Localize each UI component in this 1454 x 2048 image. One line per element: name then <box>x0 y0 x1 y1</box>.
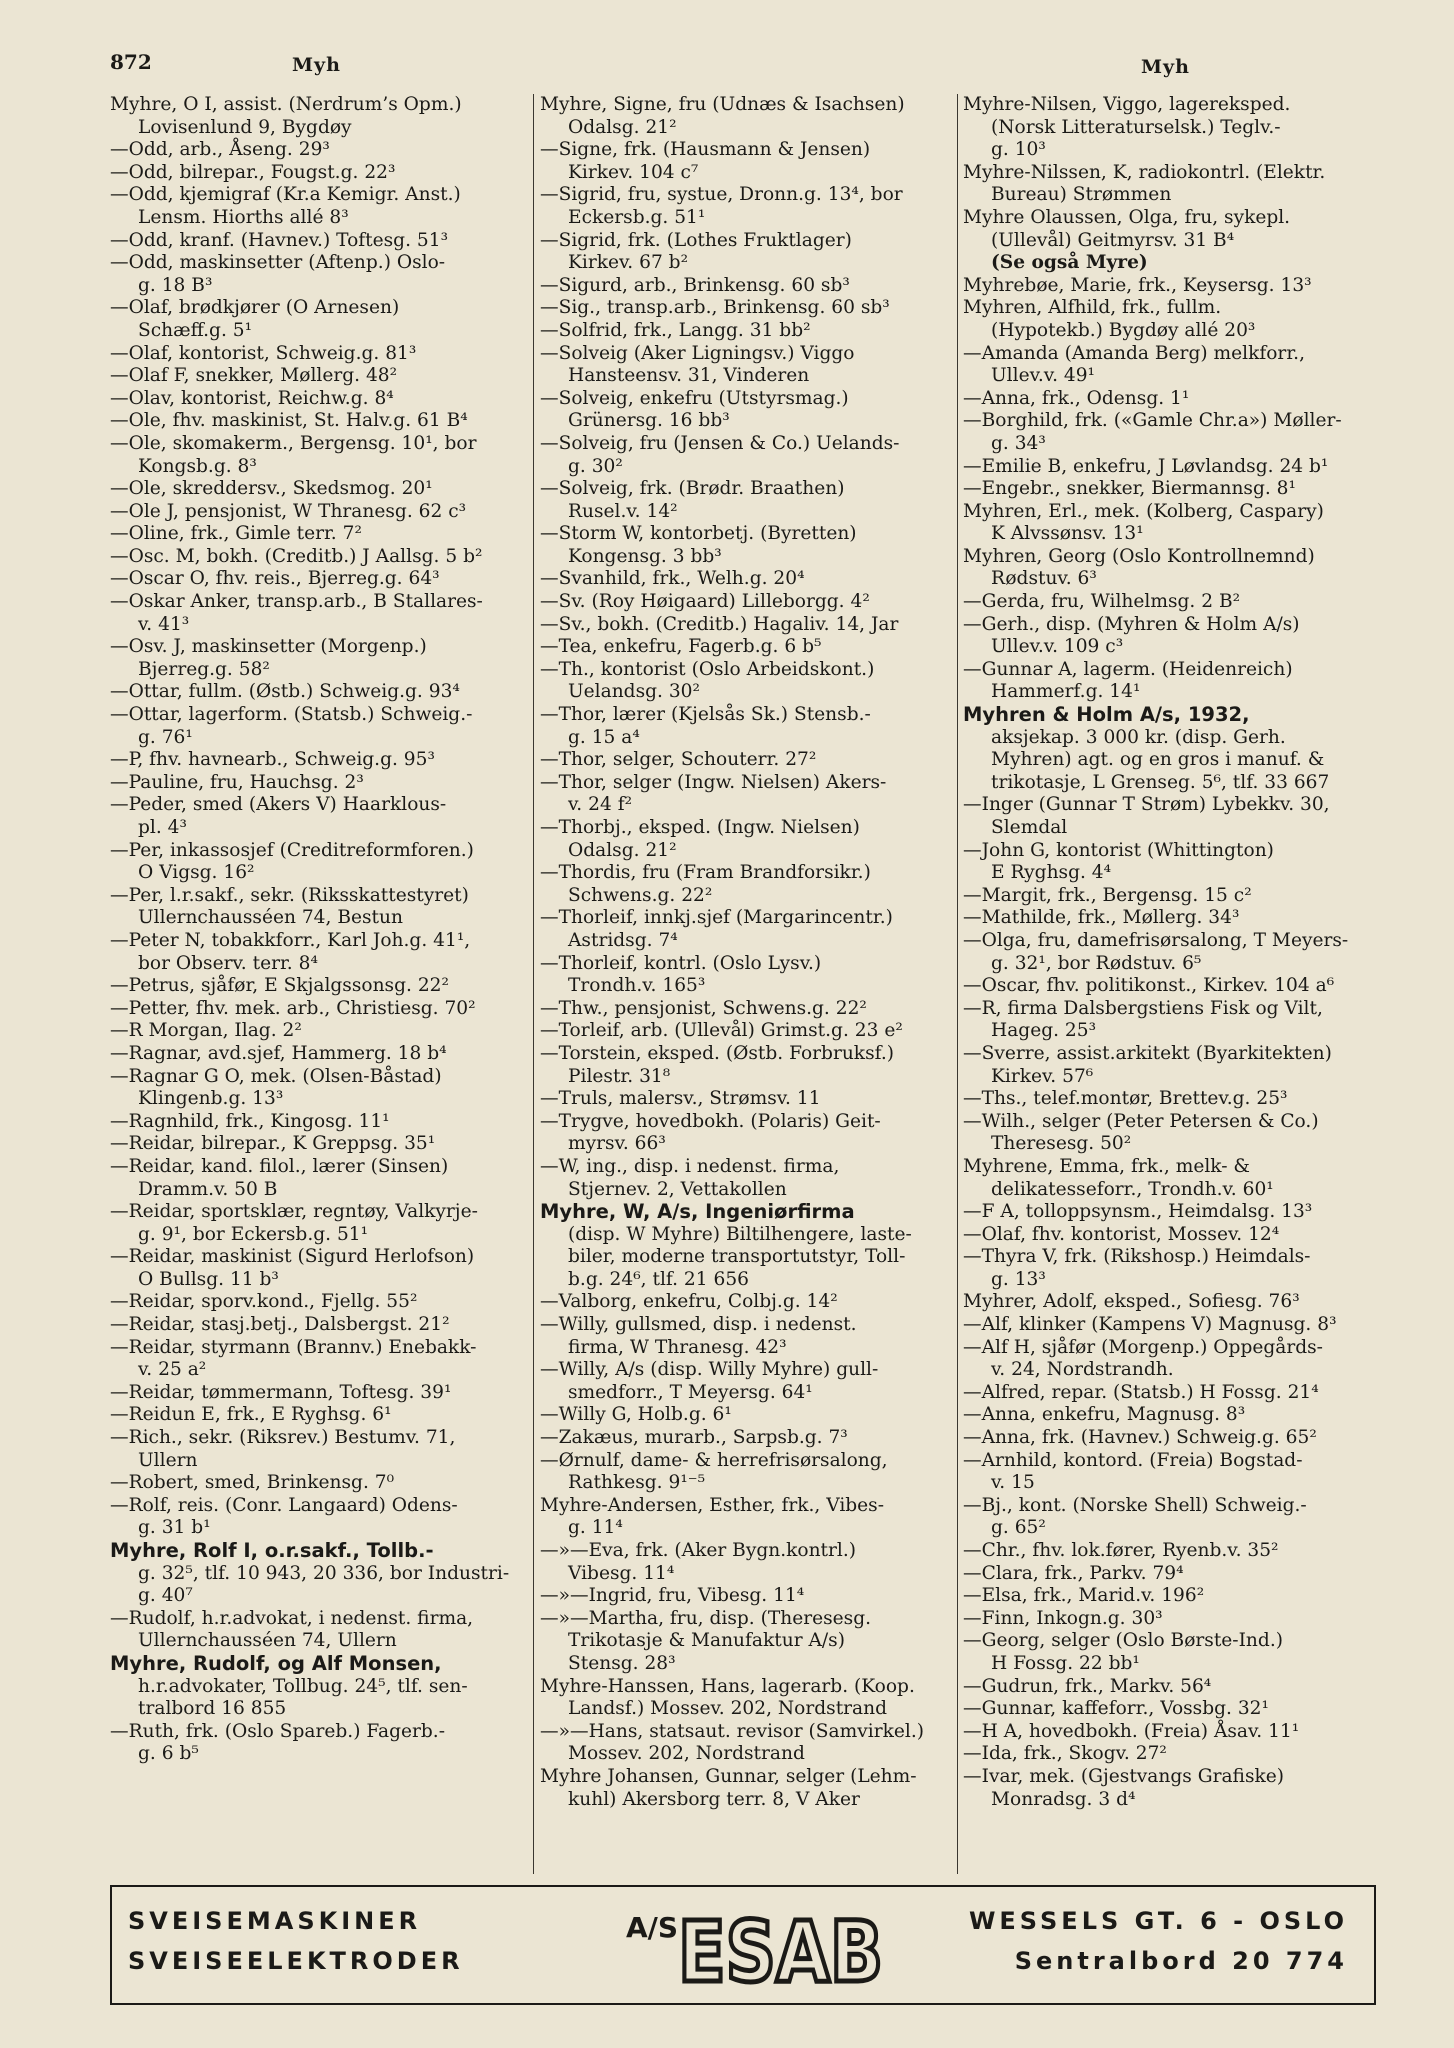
directory-entry: —Inger (Gunnar T Strøm) Lybekkv. 30, <box>963 794 1330 816</box>
directory-entry: —»—Ingrid, fru, Vibesg. 11⁴ <box>540 1585 805 1607</box>
column-divider <box>533 94 534 1874</box>
directory-entry: —Solveig, fru (Jensen & Co.) Uelands- <box>540 432 900 454</box>
ad-address <box>969 1901 1348 1981</box>
directory-entry: —Mathilde, frk., Møllerg. 34³ <box>963 907 1240 929</box>
entry-continuation: Slemdal <box>991 817 1068 838</box>
directory-entry: Myhre-Hanssen, Hans, lagerarb. (Koop. <box>540 1675 915 1697</box>
entry-continuation: Astridsg. 7⁴ <box>568 929 678 951</box>
directory-column-2 <box>540 94 964 1811</box>
logo-wordmark: ESAB <box>678 1903 883 2001</box>
directory-entry: Myhre-Andersen, Esther, frk., Vibes- <box>540 1494 885 1516</box>
directory-entry: Myhre Johansen, Gunnar, selger (Lehm- <box>540 1765 917 1787</box>
directory-entry: —Clara, frk., Parkv. 79⁴ <box>963 1562 1184 1584</box>
entry-continuation: Lovisenlund 9, Bygdøy <box>138 116 352 138</box>
directory-entry: —Robert, smed, Brinkensg. 7⁰ <box>110 1472 395 1494</box>
directory-entry: —Sig., transp.arb., Brinkensg. 60 sb³ <box>540 297 890 319</box>
directory-entry: —Alfred, repar. (Statsb.) H Fossg. 21⁴ <box>963 1381 1319 1403</box>
entry-continuation: (Hypotekb.) Bygdøy allé 20³ <box>991 319 1256 341</box>
entry-continuation: O Vigsg. 16² <box>138 862 255 884</box>
entry-continuation: Monradsg. 3 d⁴ <box>991 1788 1136 1810</box>
directory-entry: —Peder, smed (Akers V) Haarklous- <box>110 794 447 816</box>
directory-entry: —Finn, Inkogn.g. 30³ <box>963 1607 1163 1629</box>
entry-continuation: g. 31 b¹ <box>138 1517 211 1539</box>
entry-continuation: v. 24, Nordstrandh. <box>991 1359 1174 1381</box>
entry-continuation: Ullern <box>138 1449 198 1471</box>
entry-continuation: Myhren) agt. og en gros i manuf. & <box>991 749 1325 771</box>
entry-continuation: (Ullevål) Geitmyrsv. 31 B⁴ <box>991 229 1235 251</box>
entry-continuation: Bureau) Strømmen <box>991 184 1172 206</box>
directory-entry: —Solveig, frk. (Brødr. Braathen) <box>540 478 845 500</box>
directory-entry: Myhre, Signe, fru (Udnæs & Isachsen) <box>540 94 905 115</box>
directory-entry: —Reidar, sportsklær, regntøy, Valkyrje- <box>110 1201 478 1223</box>
directory-entry: —Thorleif, kontrl. (Oslo Lysv.) <box>540 952 822 974</box>
directory-entry: —Willy, A/s (disp. Willy Myhre) gull- <box>540 1359 879 1381</box>
ad-line-welding-machines: SVEISEMASKINER <box>128 1907 422 1935</box>
directory-entry: —Reidar, tømmermann, Toftesg. 39¹ <box>110 1381 452 1403</box>
entry-continuation: Klingenb.g. 13³ <box>138 1088 284 1110</box>
entry-continuation: aksjekap. 3 000 kr. (disp. Gerh. <box>991 726 1286 748</box>
directory-entry: —Ragnhild, frk., Kingosg. 11¹ <box>110 1110 390 1132</box>
entry-continuation: v. 41³ <box>138 613 190 635</box>
entry-continuation: Pilestr. 31⁸ <box>568 1065 671 1087</box>
entry-continuation: Kirkev. 67 b² <box>568 252 689 274</box>
entry-continuation: v. 15 <box>991 1472 1035 1494</box>
directory-entry: —Reidar, stasj.betj., Dalsbergst. 21² <box>110 1314 450 1336</box>
entry-continuation: H Fossg. 22 bb¹ <box>991 1652 1140 1674</box>
directory-entry: —Willy, gullsmed, disp. i nedenst. <box>540 1314 857 1336</box>
directory-entry: —Petter, fhv. mek. arb., Christiesg. 70² <box>110 997 476 1019</box>
entry-continuation: kuhl) Akersborg terr. 8, V Aker <box>568 1788 860 1810</box>
directory-entry: —Odd, kranf. (Havnev.) Toftesg. 51³ <box>110 229 449 251</box>
directory-entry: —Sverre, assist.arkitekt (Byarkitekten) <box>963 1042 1332 1064</box>
entry-continuation: Hageg. 25³ <box>991 1020 1097 1042</box>
directory-entry: —Olaf, fhv. kontorist, Mossev. 12⁴ <box>963 1223 1280 1245</box>
directory-entry: —Th., kontorist (Oslo Arbeidskont.) <box>540 658 875 680</box>
entry-continuation: bor Observ. terr. 8⁴ <box>138 952 318 974</box>
entry-continuation: (Norsk Litteraturselsk.) Teglv.- <box>991 116 1281 138</box>
running-head-right: Myh <box>1141 56 1190 78</box>
directory-entry: —Solfrid, frk., Langg. 31 bb² <box>540 319 811 341</box>
entry-continuation: trikotasje, L Grenseg. 5⁶, tlf. 33 667 <box>991 771 1330 793</box>
directory-entry: —Oscar, fhv. politikonst., Kirkev. 104 a⁶ <box>963 975 1335 997</box>
entry-continuation: Uelandsg. 30² <box>568 681 700 703</box>
directory-entry: —Ivar, mek. (Gjestvangs Grafiske) <box>963 1765 1285 1787</box>
directory-entry: —R Morgan, Ilag. 2² <box>110 1020 302 1042</box>
directory-entry: —Anna, frk., Odensg. 1¹ <box>963 387 1190 409</box>
directory-entry: —Borghild, frk. («Gamle Chr.a») Møller- <box>963 410 1342 432</box>
directory-entry: Myhren, Georg (Oslo Kontrollnemnd) <box>963 545 1315 567</box>
directory-entry: —Rolf, reis. (Conr. Langaard) Odens- <box>110 1494 458 1516</box>
directory-entry: —Oscar O, fhv. reis., Bjerreg.g. 64³ <box>110 568 440 590</box>
esab-logo <box>620 1895 890 2001</box>
directory-entry: —Anna, frk. (Havnev.) Schweig.g. 65² <box>963 1427 1317 1449</box>
directory-entry: Myhrer, Adolf, eksped., Sofiesg. 76³ <box>963 1291 1300 1313</box>
directory-entry: —Amanda (Amanda Berg) melkforr., <box>963 342 1305 364</box>
directory-entry: —Rudolf, h.r.advokat, i nedenst. firma, <box>110 1607 474 1629</box>
directory-entry: —Willy G, Holb.g. 6¹ <box>540 1404 732 1426</box>
entry-continuation: b.g. 24⁶, tlf. 21 656 <box>568 1268 749 1290</box>
directory-entry: —R, firma Dalsbergstiens Fisk og Vilt, <box>963 997 1323 1019</box>
directory-entry: —Gunnar, kaffeforr., Vossbg. 32¹ <box>963 1698 1269 1720</box>
logo-prefix: A/S <box>626 1911 679 1944</box>
directory-entry: Myhren & Holm A/s, 1932, <box>963 703 1250 727</box>
directory-entry: —Thor, selger (Ingw. Nielsen) Akers- <box>540 771 887 793</box>
directory-entry: —Olaf, kontorist, Schweig.g. 81³ <box>110 342 417 364</box>
directory-entry: —Sigrid, frk. (Lothes Fruktlager) <box>540 229 852 251</box>
directory-entry: —John G, kontorist (Whittington) <box>963 839 1274 861</box>
directory-entry: Myhre, O I, assist. (Nerdrum’s Opm.) <box>110 94 462 115</box>
directory-entry: —Alf H, sjåfør (Morgenp.) Oppegårds- <box>963 1336 1323 1358</box>
directory-entry: —Thorbj., eksped. (Ingw. Nielsen) <box>540 817 860 838</box>
entry-continuation: biler, moderne transportutstyr, Toll- <box>568 1246 906 1268</box>
directory-entry: —Osc. M, bokh. (Creditb.) J Aallsg. 5 b² <box>110 545 483 567</box>
directory-entry: —Thor, lærer (Kjelsås Sk.) Stensb.- <box>540 704 871 726</box>
entry-continuation: Kongensg. 3 bb³ <box>568 545 722 567</box>
entry-continuation: g. 15 a⁴ <box>568 726 640 748</box>
entry-continuation: Schwens.g. 22² <box>568 884 713 906</box>
directory-entry: —Emilie B, enkefru, J Løvlandsg. 24 b¹ <box>963 455 1329 477</box>
directory-entry: Myhrene, Emma, frk., melk- & <box>963 1155 1250 1177</box>
directory-entry: —Oline, frk., Gimle terr. 7² <box>110 523 362 545</box>
entry-continuation: firma, W Thranesg. 42³ <box>568 1336 787 1358</box>
directory-entry: —Ørnulf, dame- & herrefrisørsalong, <box>540 1449 888 1471</box>
column-divider <box>957 94 958 1874</box>
directory-entry: —Sigrid, fru, systue, Dronn.g. 13⁴, bor <box>540 184 903 206</box>
entry-continuation: v. 24 f² <box>568 794 633 816</box>
directory-entry: —Rich., sekr. (Riksrev.) Bestumv. 71, <box>110 1427 456 1449</box>
directory-entry: —Ottar, lagerform. (Statsb.) Schweig.- <box>110 704 473 726</box>
directory-entry: —Ida, frk., Skogv. 27² <box>963 1743 1167 1765</box>
entry-continuation: Kirkev. 57⁶ <box>991 1065 1094 1087</box>
entry-continuation: Landsf.) Mossev. 202, Nordstrand <box>568 1698 888 1720</box>
directory-entry: —Ottar, fullm. (Østb.) Schweig.g. 93⁴ <box>110 681 460 703</box>
entry-continuation: delikatesseforr., Trondh.v. 60¹ <box>991 1178 1274 1200</box>
directory-entry: —Elsa, frk., Marid.v. 196² <box>963 1585 1205 1607</box>
entry-continuation: g. 76¹ <box>138 726 193 748</box>
directory-entry: —Oskar Anker, transp.arb., B Stallares- <box>110 591 483 613</box>
page-number: 872 <box>110 50 152 74</box>
directory-entry: —Torstein, eksped. (Østb. Forbruksf.) <box>540 1042 894 1064</box>
directory-entry: —Odd, kjemigraf (Kr.a Kemigr. Anst.) <box>110 184 461 206</box>
directory-entry: —Reidar, sporv.kond., Fjellg. 55² <box>110 1291 418 1313</box>
entry-continuation: g. 18 B³ <box>138 274 213 296</box>
directory-entry: —Ole, skreddersv., Skedsmog. 20¹ <box>110 478 433 500</box>
directory-entry: —Bj., kont. (Norske Shell) Schweig.- <box>963 1494 1307 1516</box>
entry-continuation: g. 32⁵, tlf. 10 943, 20 336, bor Industri- <box>138 1562 510 1584</box>
entry-continuation: Theresesg. 50² <box>991 1133 1132 1155</box>
directory-entry: Myhre, Rudolf, og Alf Monsen, <box>110 1651 442 1675</box>
directory-entry: —Petrus, sjåfør, E Skjalgssonsg. 22² <box>110 975 449 997</box>
entry-continuation: g. 13³ <box>991 1268 1046 1290</box>
directory-entry: —Ths., telef.montør, Brettev.g. 25³ <box>963 1088 1288 1110</box>
directory-entry: —»—Martha, fru, disp. (Theresesg. <box>540 1607 872 1629</box>
directory-entry: —Torleif, arb. (Ullevål) Grimst.g. 23 e² <box>540 1020 903 1042</box>
entry-continuation: g. 6 b⁵ <box>138 1743 199 1765</box>
directory-entry: —Thor, selger, Schouterr. 27² <box>540 749 817 771</box>
directory-entry: Myhren, Erl., mek. (Kolberg, Caspary) <box>963 500 1324 522</box>
entry-continuation: g. 11⁴ <box>568 1517 623 1539</box>
entry-continuation: Stensg. 28³ <box>568 1652 676 1674</box>
directory-entry: —Zakæus, murarb., Sarpsb.g. 7³ <box>540 1427 848 1449</box>
entry-continuation: Ullev.v. 49¹ <box>991 365 1096 387</box>
directory-entry: —Per, l.r.sakf., sekr. (Riksskattestyret) <box>110 884 469 906</box>
entry-continuation: h.r.advokater, Tollbug. 24⁵, tlf. sen- <box>138 1675 468 1697</box>
directory-entry: —Olaf, brødkjører (O Arnesen) <box>110 297 400 319</box>
entry-continuation: Ullernchausséen 74, Ullern <box>138 1630 397 1652</box>
entry-continuation: v. 25 a² <box>138 1359 207 1381</box>
entry-continuation: Vibesg. 11⁴ <box>568 1562 675 1584</box>
directory-entry: Myhre, W, A/s, Ingeniørfirma <box>540 1200 855 1224</box>
directory-entry: —Osv. J, maskinsetter (Morgenp.) <box>110 636 427 658</box>
entry-continuation: myrsv. 66³ <box>568 1133 666 1155</box>
entry-continuation: Stjernev. 2, Vettakollen <box>568 1178 787 1200</box>
ad-street-address: WESSELS GT. 6 - OSLO <box>968 1907 1348 1935</box>
directory-entry: —Ragnar, avd.sjef, Hammerg. 18 b⁴ <box>110 1042 447 1064</box>
directory-entry: —Chr., fhv. lok.fører, Ryenb.v. 35² <box>963 1540 1279 1561</box>
directory-entry: —Ole J, pensjonist, W Thranesg. 62 c³ <box>110 500 467 522</box>
entry-continuation: Bjerreg.g. 58² <box>138 658 270 680</box>
directory-entry: —Valborg, enkefru, Colbj.g. 14² <box>540 1291 838 1313</box>
directory-entry: —Sv. (Roy Høigaard) Lilleborgg. 4² <box>540 591 870 613</box>
directory-entry: —Signe, frk. (Hausmann & Jensen) <box>540 139 871 161</box>
directory-entry: —Olav, kontorist, Reichw.g. 8⁴ <box>110 387 394 409</box>
directory-entry: —Ruth, frk. (Oslo Spareb.) Fagerb.- <box>110 1720 445 1742</box>
directory-entry: —Sigurd, arb., Brinkensg. 60 sb³ <box>540 274 850 296</box>
entry-continuation: smedforr., T Meyersg. 64¹ <box>568 1381 813 1403</box>
entry-continuation: g. 32¹, bor Rødstuv. 6⁵ <box>991 952 1202 974</box>
directory-entry: Myhre Olaussen, Olga, fru, sykepl. <box>963 206 1291 228</box>
entry-continuation: (disp. W Myhre) Biltilhengere, laste- <box>568 1223 912 1245</box>
entry-continuation: Ullernchausséen 74, Bestun <box>138 907 403 929</box>
entry-continuation: Rødstuv. 6³ <box>991 568 1097 590</box>
entry-continuation: Dramm.v. 50 B <box>138 1178 278 1200</box>
directory-entry: —Tea, enkefru, Fagerb.g. 6 b⁵ <box>540 636 822 658</box>
esab-advertisement <box>110 1885 1376 2005</box>
directory-entry: —Thorleif, innkj.sjef (Margarincentr.) <box>540 907 893 929</box>
directory-entry: —Engebr., snekker, Biermannsg. 8¹ <box>963 478 1296 500</box>
entry-continuation: g. 10³ <box>991 139 1046 161</box>
entry-continuation: E Ryghsg. 4⁴ <box>991 862 1112 884</box>
directory-entry: —Trygve, hovedbokh. (Polaris) Geit- <box>540 1110 881 1132</box>
directory-entry: —»—Hans, statsaut. revisor (Samvirkel.) <box>540 1720 924 1742</box>
entry-continuation: Rusel.v. 14² <box>568 500 678 522</box>
directory-entry: —Gerda, fru, Wilhelmsg. 2 B² <box>963 591 1241 613</box>
directory-entry: —Olga, fru, damefrisørsalong, T Meyers- <box>963 929 1349 951</box>
directory-entry: —Reidar, styrmann (Brannv.) Enebakk- <box>110 1336 477 1358</box>
directory-entry: —Reidar, kand. filol., lærer (Sinsen) <box>110 1155 449 1177</box>
directory-entry: Myhre-Nilsen, Viggo, lagereksped. <box>963 94 1291 115</box>
directory-entry: —W, ing., disp. i nedenst. firma, <box>540 1155 840 1177</box>
directory-entry: —Odd, bilrepar., Fougst.g. 22³ <box>110 161 396 183</box>
entry-continuation: tralbord 16 855 <box>138 1698 287 1720</box>
directory-entry: —Thyra V, frk. (Rikshosp.) Heimdals- <box>963 1246 1311 1268</box>
entry-continuation: Kirkev. 104 c⁷ <box>568 161 699 183</box>
directory-entry: —Ole, fhv. maskinist, St. Halv.g. 61 B⁴ <box>110 410 468 432</box>
directory-entry: —Svanhild, frk., Welh.g. 20⁴ <box>540 568 805 590</box>
entry-continuation: Odalsg. 21² <box>568 116 677 138</box>
directory-entry: Myhrebøe, Marie, frk., Keysersg. 13³ <box>963 274 1312 296</box>
directory-entry: —»—Eva, frk. (Aker Bygn.kontrl.) <box>540 1540 857 1561</box>
directory-entry: Myhre, Rolf I, o.r.sakf., Tollb.- <box>110 1539 434 1562</box>
directory-entry: —Per, inkassosjef (Creditreformforen.) <box>110 839 474 861</box>
entry-continuation: g. 30² <box>568 455 623 477</box>
directory-entry: —Ole, skomakerm., Bergensg. 10¹, bor <box>110 432 477 454</box>
directory-entry: Myhren, Alfhild, frk., fullm. <box>963 297 1222 319</box>
directory-entry: —Peter N, tobakkforr., Karl Joh.g. 41¹, <box>110 929 471 951</box>
directory-entry: —Sv., bokh. (Creditb.) Hagaliv. 14, Jar <box>540 613 899 635</box>
directory-entry: —Pauline, fru, Hauchsg. 2³ <box>110 771 364 793</box>
entry-continuation: Grünersg. 16 bb³ <box>568 410 730 432</box>
directory-entry: —Reidun E, frk., E Ryghsg. 6¹ <box>110 1404 392 1426</box>
directory-entry: —Wilh., selger (Peter Petersen & Co.) <box>963 1110 1319 1132</box>
directory-entry: —Thordis, fru (Fram Brandforsikr.) <box>540 862 871 884</box>
entry-continuation: g. 34³ <box>991 432 1046 454</box>
entry-continuation: Odalsg. 21² <box>568 839 677 861</box>
entry-continuation: O Bullsg. 11 b³ <box>138 1268 279 1290</box>
directory-entry: —Georg, selger (Oslo Børste-Ind.) <box>963 1630 1283 1652</box>
entry-continuation: Schæff.g. 5¹ <box>138 319 253 341</box>
entry-continuation: Mossev. 202, Nordstrand <box>568 1743 805 1765</box>
entry-continuation: pl. 4³ <box>138 817 187 838</box>
directory-entry: —Solveig, enkefru (Utstyrsmag.) <box>540 387 849 409</box>
entry-continuation: K Alvssønsv. 13¹ <box>991 523 1144 545</box>
directory-entry: —Olaf F, snekker, Møllerg. 48² <box>110 365 398 387</box>
directory-entry: —Gerh., disp. (Myhren & Holm A/s) <box>963 613 1300 635</box>
directory-column-1 <box>110 94 534 1766</box>
directory-entry: —Gudrun, frk., Markv. 56⁴ <box>963 1675 1212 1697</box>
directory-entry: —Alf, klinker (Kampens V) Magnusg. 8³ <box>963 1314 1337 1336</box>
directory-entry: —Anna, enkefru, Magnusg. 8³ <box>963 1404 1246 1426</box>
entry-continuation: g. 40⁷ <box>138 1585 193 1607</box>
directory-entry: —H A, hovedbokh. (Freia) Åsav. 11¹ <box>963 1720 1300 1742</box>
directory-entry: —Margit, frk., Bergensg. 15 c² <box>963 884 1252 906</box>
directory-entry: —F A, tolloppsynsm., Heimdalsg. 13³ <box>963 1201 1313 1223</box>
entry-continuation: Lensm. Hiorths allé 8³ <box>138 206 349 228</box>
entry-continuation: Trondh.v. 165³ <box>568 975 706 997</box>
directory-entry: Myhre-Nilssen, K, radiokontrl. (Elektr. <box>963 161 1326 183</box>
ad-line-welding-electrodes: SVEISEELEKTRODER <box>128 1947 464 1975</box>
directory-entry: —Storm W, kontorbetj. (Byretten) <box>540 523 857 545</box>
entry-continuation: Eckersb.g. 51¹ <box>568 206 706 228</box>
directory-entry: —Reidar, bilrepar., K Greppsg. 35¹ <box>110 1133 436 1155</box>
directory-entry: —Thw., pensjonist, Schwens.g. 22² <box>540 997 867 1019</box>
ad-products <box>128 1901 464 1981</box>
directory-entry: —Odd, maskinsetter (Aftenp.) Oslo- <box>110 252 446 274</box>
entry-continuation: Hammerf.g. 14¹ <box>991 681 1141 703</box>
entry-continuation: g. 9¹, bor Eckersb.g. 51¹ <box>138 1223 369 1245</box>
entry-continuation: (Se også Myre) <box>991 252 1148 274</box>
entry-continuation: Rathkesg. 9¹⁻⁵ <box>568 1472 706 1494</box>
entry-continuation: Ullev.v. 109 c³ <box>991 636 1124 658</box>
directory-entry: —P, fhv. havnearb., Schweig.g. 95³ <box>110 749 435 771</box>
entry-continuation: Hansteensv. 31, Vinderen <box>568 365 810 387</box>
directory-entry: —Gunnar A, lagerm. (Heidenreich) <box>963 658 1293 680</box>
running-head-left: Myh <box>292 54 341 76</box>
ad-phone: Sentralbord 20 774 <box>1014 1947 1348 1975</box>
directory-entry: —Arnhild, kontord. (Freia) Bogstad- <box>963 1449 1303 1471</box>
entry-continuation: g. 65² <box>991 1517 1046 1539</box>
entry-continuation: Trikotasje & Manufaktur A/s) <box>568 1630 845 1652</box>
directory-entry: —Solveig (Aker Ligningsv.) Viggo <box>540 342 855 364</box>
directory-column-3 <box>963 94 1387 1811</box>
directory-entry: —Truls, malersv., Strømsv. 11 <box>540 1088 821 1110</box>
directory-entry: —Odd, arb., Åseng. 29³ <box>110 139 330 161</box>
entry-continuation: Kongsb.g. 8³ <box>138 455 257 477</box>
directory-entry: —Ragnar G O, mek. (Olsen-Båstad) <box>110 1065 442 1087</box>
directory-entry: —Reidar, maskinist (Sigurd Herlofson) <box>110 1246 475 1268</box>
